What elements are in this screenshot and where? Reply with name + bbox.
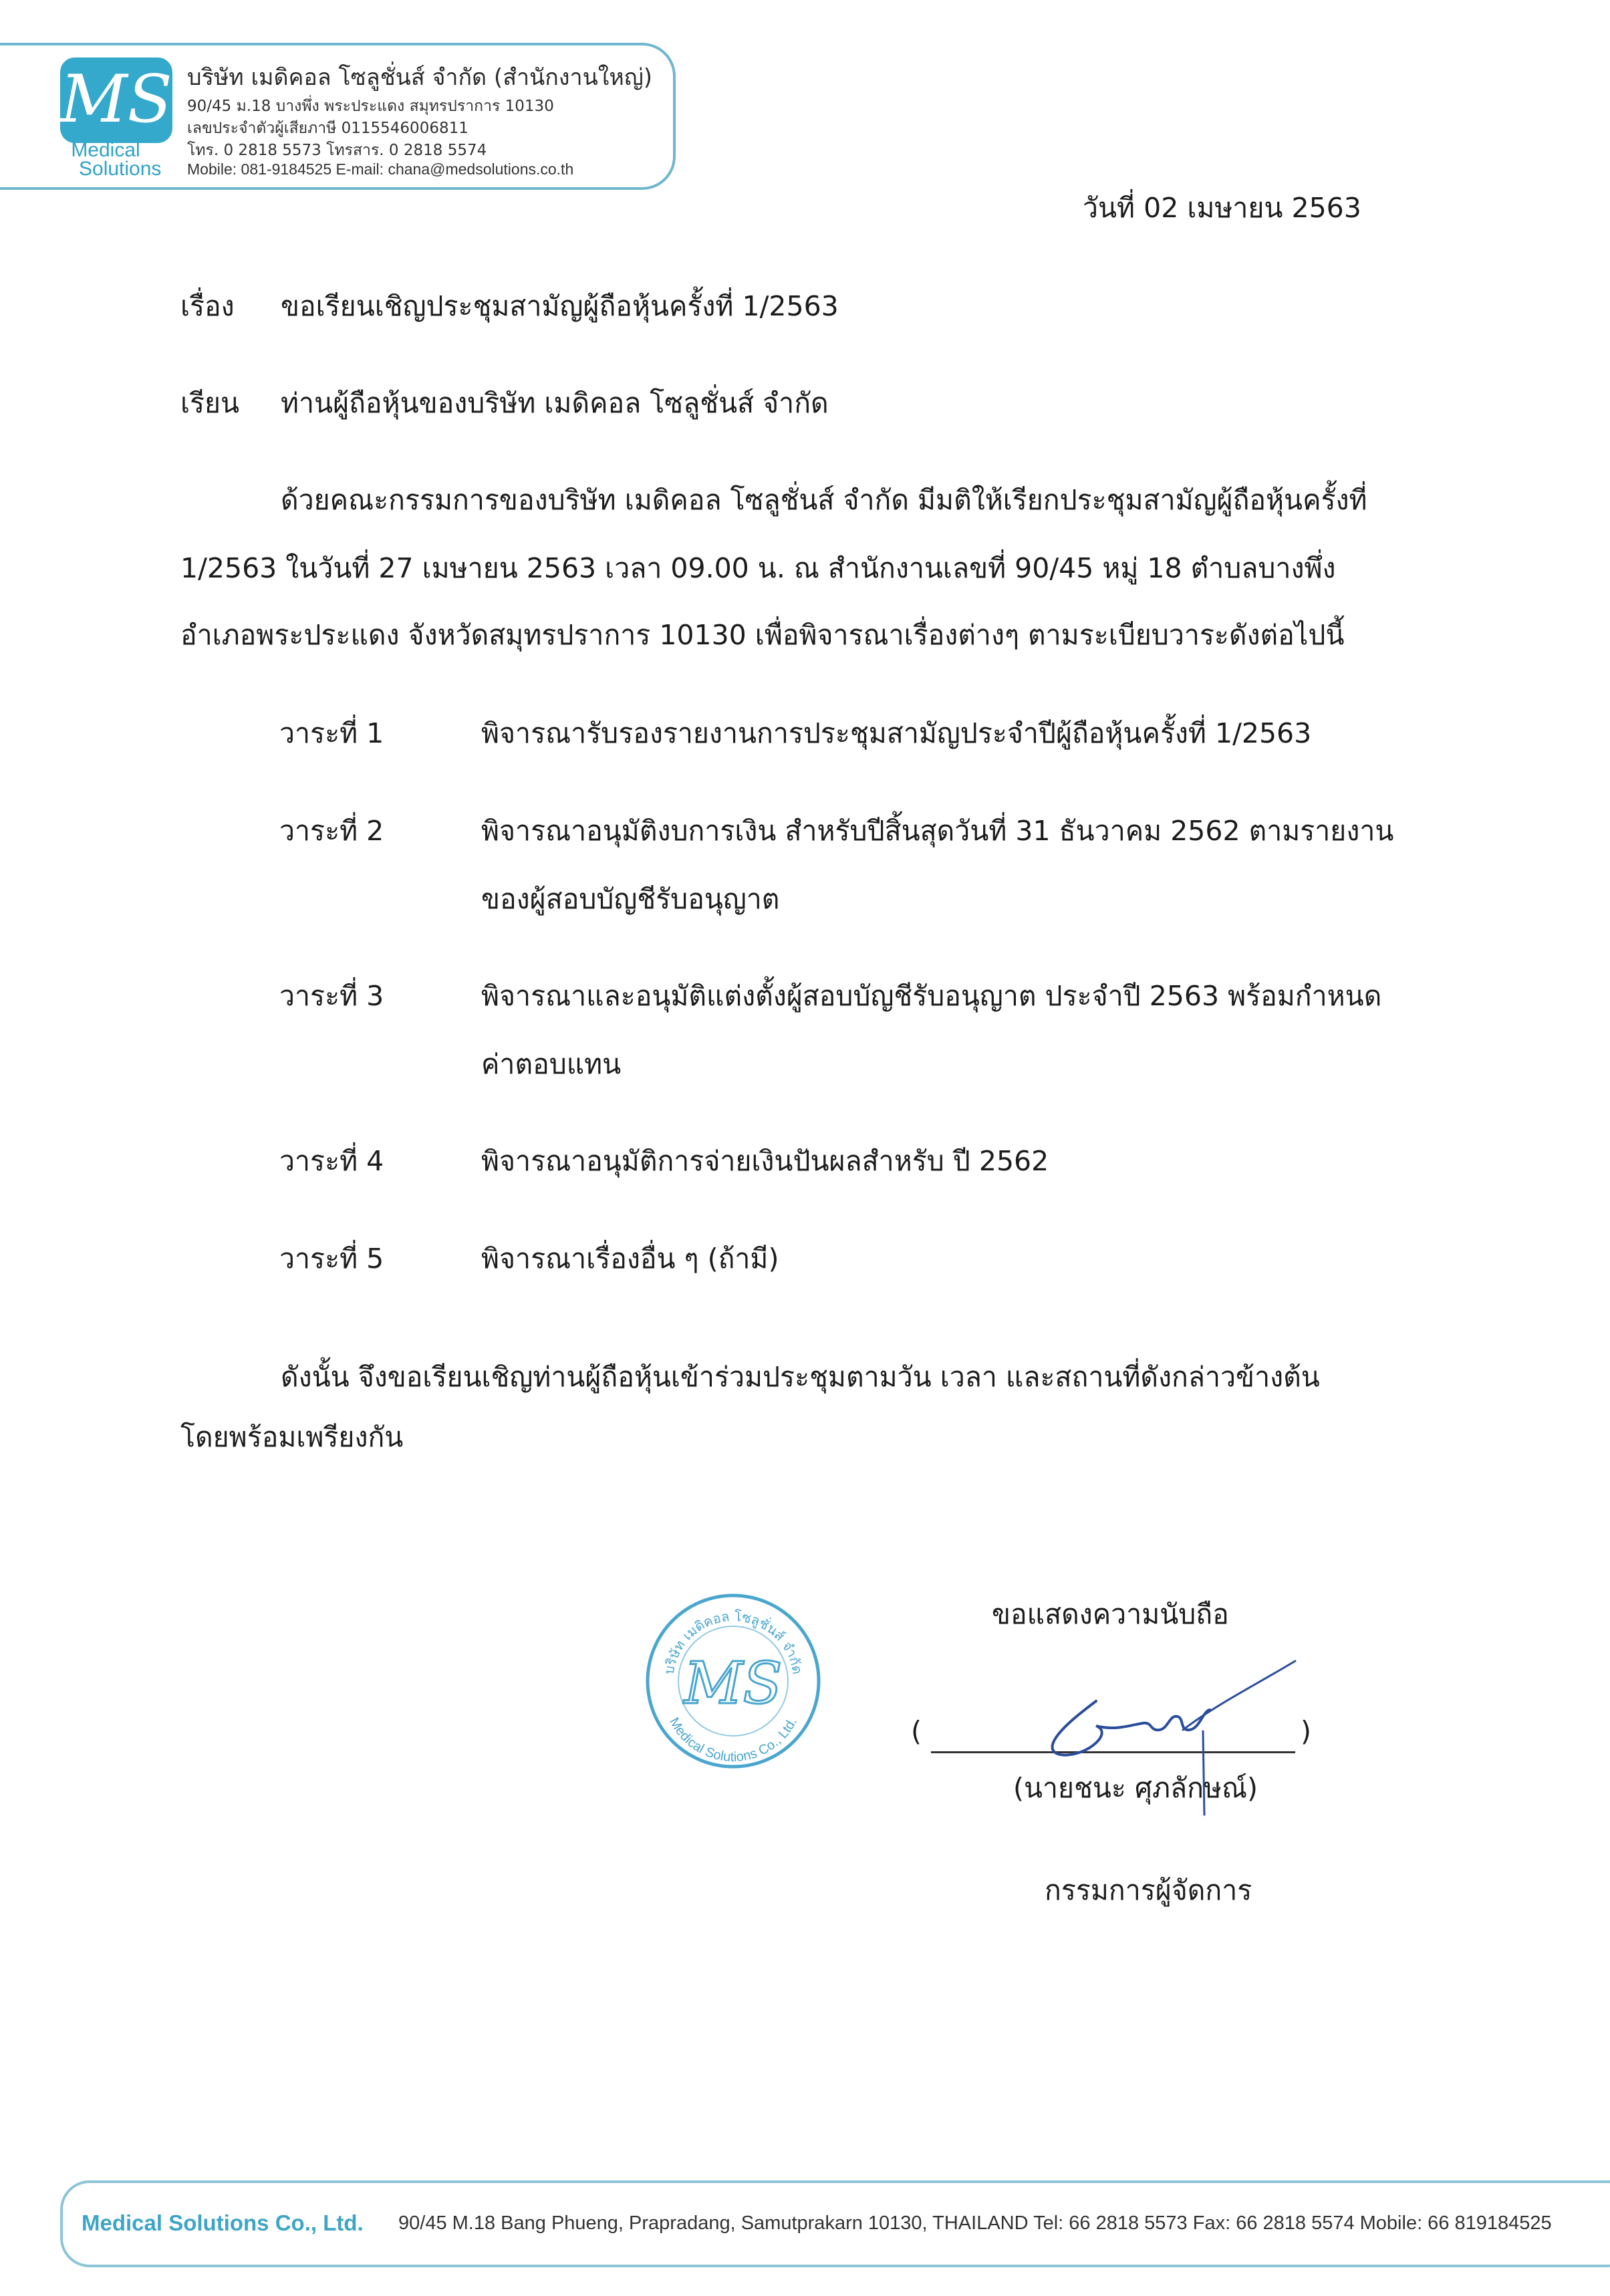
letterhead-tax-id: เลขประจำตัวผู้เสียภาษี 0115546006811 bbox=[187, 120, 468, 137]
agenda-text: ค่าตอบแทน bbox=[481, 1048, 622, 1080]
letterhead-address: 90/45 ม.18 บางพึ่ง พระประแดง สมุทรปราการ 10130 bbox=[187, 98, 554, 115]
regards-text: ขอแสดงความนับถือ bbox=[992, 1598, 1229, 1630]
letterhead-phone-fax: โทร. 0 2818 5573 โทรสาร. 0 2818 5574 bbox=[187, 142, 487, 159]
agenda-number: วาระที่ 3 bbox=[279, 980, 384, 1012]
agenda-number: วาระที่ 2 bbox=[279, 815, 384, 847]
agenda-number: วาระที่ 1 bbox=[279, 717, 384, 749]
letter-date: วันที่ 02 เมษายน 2563 bbox=[1083, 192, 1361, 224]
agenda-number: วาระที่ 4 bbox=[279, 1145, 384, 1177]
stamp-letters: MS bbox=[684, 1650, 783, 1717]
intro-paragraph-line: อำเภอพระประแดง จังหวัดสมุทรปราการ 10130 เพื่อพิจารณาเรื่องต่างๆ ตามระเบียบวาระดังต่อไปนี้ bbox=[180, 619, 1345, 651]
letterhead-mobile-email: Mobile: 081-9184525 E-mail: chana@medsolutions.co.th bbox=[187, 160, 574, 178]
logo-letters: MS bbox=[60, 61, 172, 138]
stamp-top-text: บริษัท เมดิคอล โซลูชั่นส์ จำกัด bbox=[660, 1608, 806, 1676]
signature-paren-close: ) bbox=[1301, 1715, 1311, 1747]
closing-paragraph-line: ดังนั้น จึงขอเรียนเชิญท่านผู้ถือหุ้นเข้าร่วมประชุมตามวัน เวลา และสถานที่ดังกล่าวข้างต้น bbox=[281, 1361, 1320, 1393]
signature-paren-open: ( bbox=[911, 1715, 922, 1747]
subject-label: เรื่อง bbox=[180, 290, 235, 322]
agenda-number: วาระที่ 5 bbox=[279, 1243, 384, 1275]
stamp-bottom-text: Medical Solutions Co., Ltd. bbox=[666, 1715, 800, 1765]
agenda-text: พิจารณารับรองรายงานการประชุมสามัญประจำปีผู้ถือหุ้นครั้งที่ 1/2563 bbox=[481, 717, 1312, 749]
recipient-label: เรียน bbox=[180, 387, 240, 419]
agenda-text: พิจารณาอนุมัติการจ่ายเงินปันผลสำหรับ ปี 2562 bbox=[481, 1145, 1049, 1177]
company-stamp bbox=[643, 1591, 823, 1771]
intro-paragraph-line: 1/2563 ในวันที่ 27 เมษายน 2563 เวลา 09.00 น. ณ สำนักงานเลขที่ 90/45 หมู่ 18 ตำบลบางพึ่ง bbox=[180, 552, 1336, 584]
agenda-text: พิจารณาเรื่องอื่น ๆ (ถ้ามี) bbox=[481, 1243, 779, 1275]
signer-title: กรรมการผู้จัดการ bbox=[1045, 1874, 1252, 1906]
agenda-text: พิจารณาและอนุมัติแต่งตั้งผู้สอบบัญชีรับอนุญาต ประจำปี 2563 พร้อมกำหนด bbox=[481, 980, 1382, 1012]
signer-name: (นายชนะ ศุภลักษณ์) bbox=[1013, 1772, 1258, 1804]
svg-text:Medical Solutions Co., Ltd. bbox=[666, 1715, 800, 1765]
footer-company-name: Medical Solutions Co., Ltd. bbox=[82, 2210, 364, 2235]
subject-text: ขอเรียนเชิญประชุมสามัญผู้ถือหุ้นครั้งที่ 1/2563 bbox=[281, 290, 839, 322]
footer-contact: 90/45 M.18 Bang Phueng, Prapradang, Samutprakarn 10130, THAILAND Tel: 66 2818 5573 Fax: 66 2818 5574 Mobile: 66 819184525 bbox=[398, 2212, 1552, 2234]
recipient-text: ท่านผู้ถือหุ้นของบริษัท เมดิคอล โซลูชั่นส์ จำกัด bbox=[281, 387, 829, 419]
logo-solutions-text: Solutions bbox=[79, 158, 162, 180]
agenda-text: ของผู้สอบบัญชีรับอนุญาต bbox=[481, 883, 780, 915]
closing-paragraph-line: โดยพร้อมเพรียงกัน bbox=[180, 1421, 404, 1453]
company-logo bbox=[60, 57, 172, 143]
intro-paragraph-line: ด้วยคณะกรรมการของบริษัท เมดิคอล โซลูชั่นส์ จำกัด มีมติให้เรียกประชุมสามัญผู้ถือหุ้นครั้งที่ bbox=[281, 484, 1367, 516]
logo-medical-text: Medical bbox=[71, 139, 140, 161]
letterhead-company-name: บริษัท เมดิคอล โซลูชั่นส์ จำกัด (สำนักงานใหญ่) bbox=[187, 64, 653, 91]
agenda-text: พิจารณาอนุมัติงบการเงิน สำหรับปีสิ้นสุดวันที่ 31 ธันวาคม 2562 ตามรายงาน bbox=[481, 815, 1394, 847]
